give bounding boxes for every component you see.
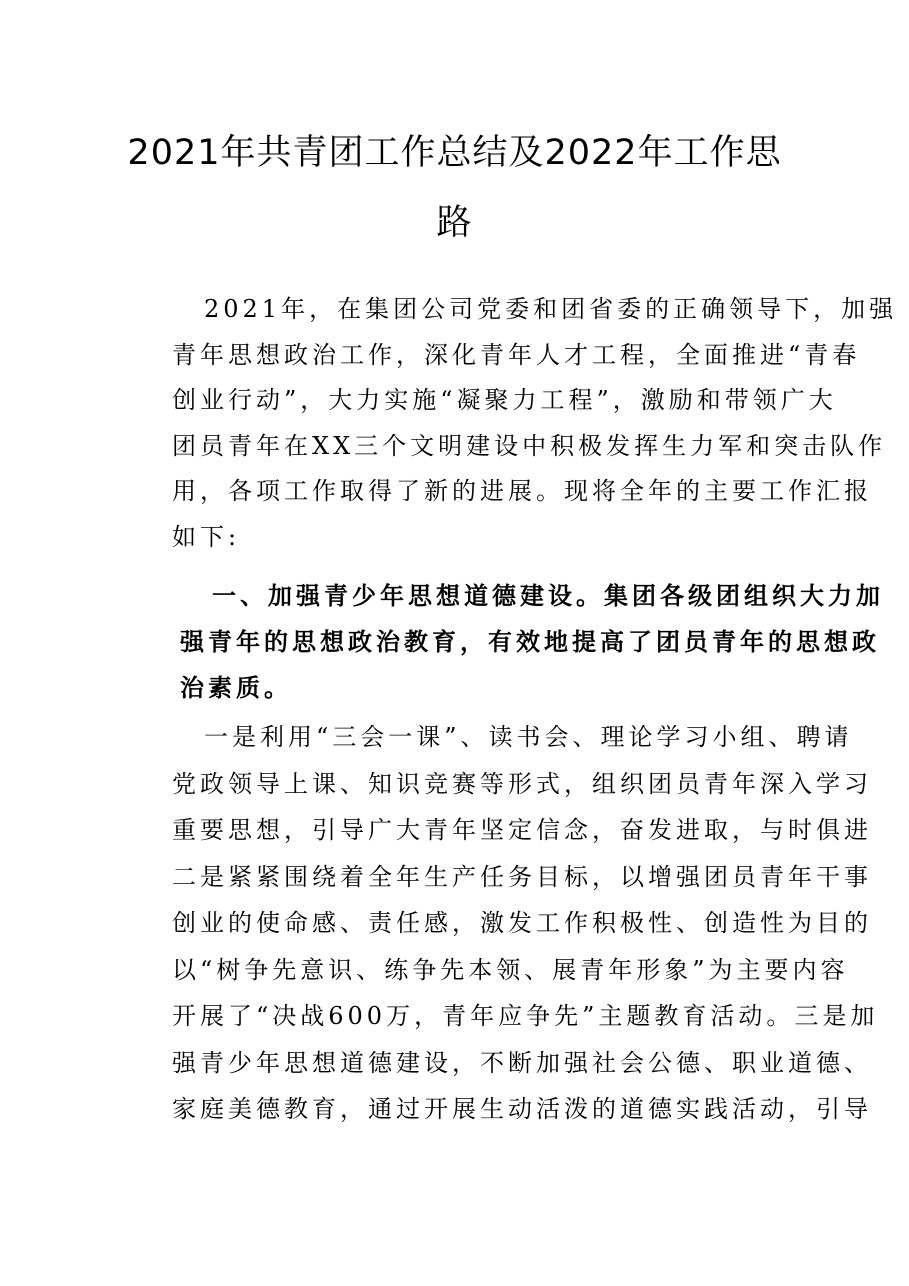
section-1-paragraph [140,714,879,1133]
paragraph-line: 2021年，在集团公司党委和团省委的正确领导下，加强 [204,295,898,323]
paragraph-line: 开展了“决战600万，青年应争先”主题教育活动。三是加 [172,1002,879,1030]
paragraph-line: 党政领导上课、知识竞赛等形式，组织团员青年深入学习 [172,769,872,798]
paragraph-line: 一是利用“三会一课”、读书会、理论学习小组、聘请 [204,723,853,751]
title-line-1: 2021年共青团工作总结及2022年工作思 [127,133,782,173]
intro-paragraph [140,287,898,560]
paragraph-line: 强青少年思想道德建设，不断加强社会公德、职业道德、 [172,1048,872,1077]
paragraph-line: 团员青年在XX三个文明建设中积极发挥生力军和突击队作 [172,431,887,460]
heading-line: 治素质。 [180,673,292,702]
paragraph-line: 以“树争先意识、练争先本领、展青年形象”为主要内容 [172,955,849,984]
heading-line: 强青年的思想政治教育，有效地提高了团员青年的思想政 [180,627,880,656]
paragraph-line: 青年思想政治工作，深化青年人才工程，全面推进“青春 [172,340,861,369]
paragraph-line: 如下: [172,522,241,551]
paragraph-line: 二是紧紧围绕着全年生产任务目标，以增强团员青年干事 [172,862,872,891]
paragraph-line: 重要思想，引导广大青年坚定信念，奋发进取，与时俱进 [172,816,872,844]
paragraph-line: 家庭美德教育，通过开展生动活泼的道德实践活动，引导 [172,1095,872,1123]
paragraph-line: 创业的使命感、责任感，激发工作积极性、创造性为目的 [172,909,872,937]
section-heading-1 [140,573,884,711]
title-line-2: 路 [436,203,473,243]
paragraph-line: 用，各项工作取得了新的进展。现将全年的主要工作汇报 [172,477,872,505]
paragraph-line: 创业行动”，大力实施“凝聚力工程”，激励和带领广大 [172,386,837,414]
document-title [100,118,809,258]
heading-line: 一、加强青少年思想道德建设。集团各级团组织大力加 [212,581,884,610]
